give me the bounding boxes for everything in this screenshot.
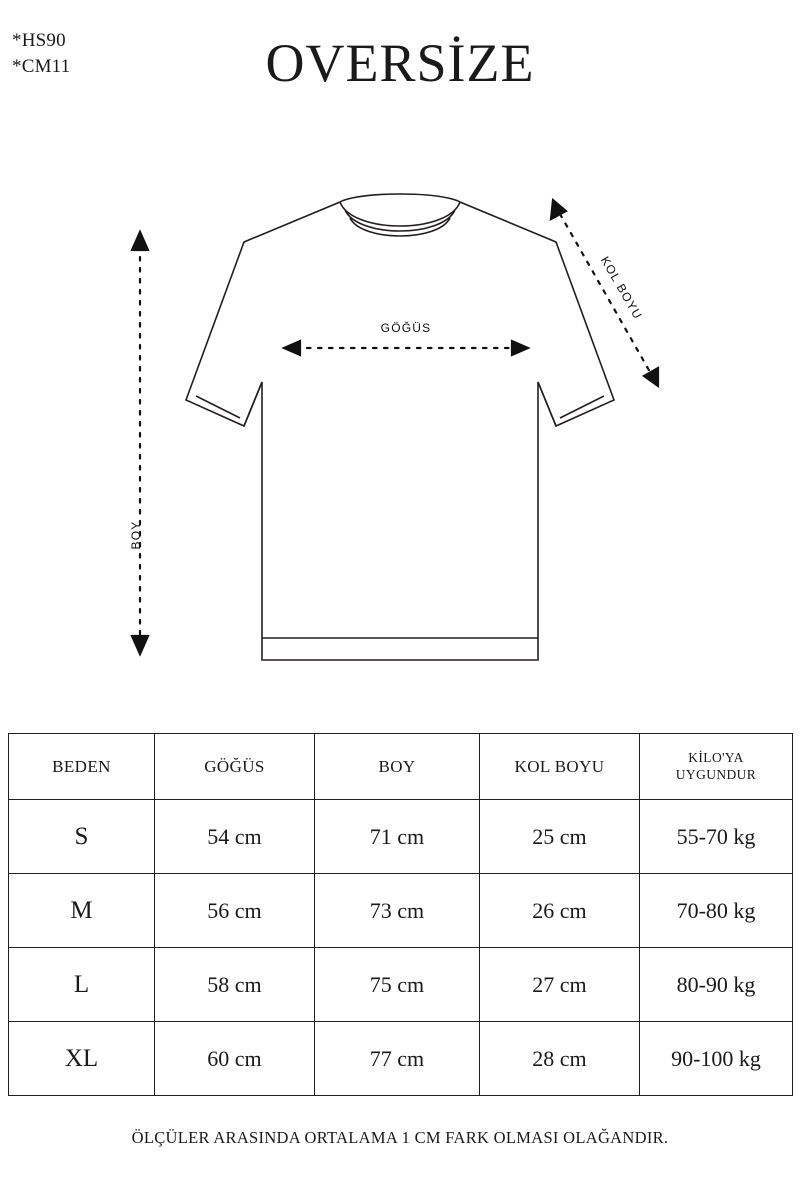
cell-kilo: 90-100 kg bbox=[640, 1022, 793, 1096]
arrow-chest-icon bbox=[284, 341, 528, 355]
cell-gogus: 58 cm bbox=[155, 948, 315, 1022]
length-label: BOY bbox=[129, 520, 143, 550]
product-code-line-1: *HS90 bbox=[12, 30, 66, 51]
cell-kilo: 55-70 kg bbox=[640, 800, 793, 874]
column-header-beden: BEDEN bbox=[9, 734, 155, 800]
column-header-kol-boyu: KOL BOYU bbox=[480, 734, 640, 800]
cell-gogus: 54 cm bbox=[155, 800, 315, 874]
cell-kol-boyu: 26 cm bbox=[480, 874, 640, 948]
cell-boy: 71 cm bbox=[315, 800, 480, 874]
cell-boy: 73 cm bbox=[315, 874, 480, 948]
table-row bbox=[9, 874, 793, 948]
column-header-gogus: GÖĞÜS bbox=[155, 734, 315, 800]
column-header-kilo bbox=[640, 734, 793, 800]
size-table-container bbox=[8, 733, 792, 1096]
arrow-length-icon bbox=[132, 232, 148, 654]
cell-kol-boyu: 28 cm bbox=[480, 1022, 640, 1096]
arrow-sleeve-icon bbox=[551, 200, 658, 386]
column-header-kilo-line1: KİLO'YA bbox=[688, 749, 744, 765]
tshirt-outline-icon bbox=[186, 194, 614, 660]
cell-kilo: 80-90 kg bbox=[640, 948, 793, 1022]
table-header-row bbox=[9, 734, 793, 800]
table-row bbox=[9, 948, 793, 1022]
tshirt-diagram bbox=[0, 150, 800, 720]
column-header-kilo-line2: UYGUNDUR bbox=[675, 766, 757, 782]
cell-boy: 77 cm bbox=[315, 1022, 480, 1096]
size-table bbox=[8, 733, 793, 1096]
page-title: OVERSİZE bbox=[265, 33, 535, 93]
cell-beden: L bbox=[9, 948, 155, 1022]
cell-beden: S bbox=[9, 800, 155, 874]
table-row bbox=[9, 1022, 793, 1096]
cell-kol-boyu: 27 cm bbox=[480, 948, 640, 1022]
column-header-boy: BOY bbox=[315, 734, 480, 800]
table-row bbox=[9, 800, 793, 874]
sleeve-label: KOL BOYU bbox=[597, 253, 646, 323]
cell-gogus: 60 cm bbox=[155, 1022, 315, 1096]
chest-label: GÖĞÜS bbox=[380, 321, 432, 335]
cell-beden: XL bbox=[9, 1022, 155, 1096]
cell-kol-boyu: 25 cm bbox=[480, 800, 640, 874]
cell-kilo: 70-80 kg bbox=[640, 874, 793, 948]
cell-gogus: 56 cm bbox=[155, 874, 315, 948]
footnote: ÖLÇÜLER ARASINDA ORTALAMA 1 CM FARK OLMASI OLAĞANDIR. bbox=[131, 1128, 669, 1147]
cell-beden: M bbox=[9, 874, 155, 948]
product-code-line-2: *CM11 bbox=[12, 55, 71, 77]
cell-boy: 75 cm bbox=[315, 948, 480, 1022]
